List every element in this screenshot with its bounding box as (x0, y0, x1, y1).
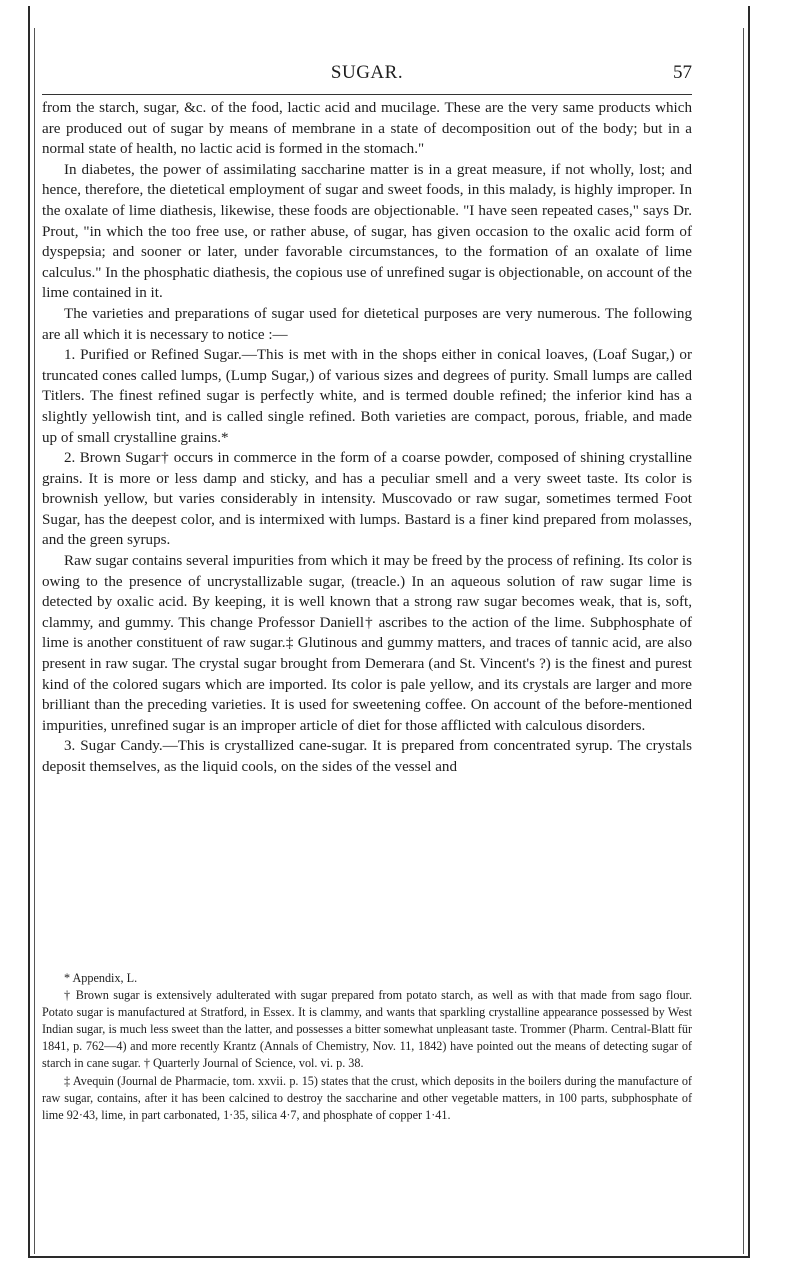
paragraph-refined-sugar: 1. Purified or Refined Sugar.—This is met with in the shops either in conical loaves, (Loaf Sugar,) or truncated cones called lumps, (Lump Sugar,) of various sizes and degrees of purity. Small lumps are called Titlers. The finest refined sugar is perfectly white, and is termed double refined; the inferior kind has a slightly yellowish tint, and is called single refined. Both varieties are compact, porous, friable, and made up of small crystalline grains.* (42, 347, 692, 446)
paragraph-sugar-candy: 3. Sugar Candy.—This is crystallized cane-sugar. It is prepared from concentrated syrup. The crystals deposit themselves, as the liquid cools, on the sides of the vessel and (42, 738, 692, 775)
footnote-appendix: * Appendix, L. (64, 971, 138, 985)
paragraph-diabetes: In diabetes, the power of assimilating saccharine matter is in a great measure, if not wholly, lost; and hence, therefore, the dietetical employment of sugar and sweet foods, in this malady, is highly improper. In the oxalate of lime diathesis, likewise, these foods are objectionable. "I have seen repeated cases," says Dr. Prout, "in which the too free use, or rather abuse, of sugar, has given occasion to the oxalic acid form of dyspepsia; and sooner or later, under favorable circumstances, to the formation of an oxalate of lime calculus." In the phosphatic diathesis, the copious use of unrefined sugar is objectionable, on account of the lime contained in it. (42, 161, 692, 302)
paragraph-continuation: from the starch, sugar, &c. of the food, lactic acid and mucilage. These are the very same products which are produced out of sugar by means of membrane in a state of decomposition out of the body; but in a normal state of health, no lactic acid is formed in the stomach." (42, 100, 692, 158)
header-rule (42, 94, 692, 95)
page-number: 57 (673, 62, 692, 83)
running-title: SUGAR. (330, 62, 404, 83)
running-header (42, 62, 692, 88)
body-text (42, 98, 692, 778)
footnotes (42, 970, 692, 1124)
paragraph-varieties: The varieties and preparations of sugar used for dietetical purposes are very numerous. The following are all which it is necessary to notice :— (42, 305, 692, 343)
paragraph-brown-sugar: 2. Brown Sugar† occurs in commerce in the form of a coarse powder, composed of shining crystalline grains. It is more or less damp and sticky, and has a peculiar smell and a very sweet taste. Its color is brownish yellow, but varies considerably in intensity. Muscovado or raw sugar, sometimes termed Foot Sugar, has the deepest color, and is intermixed with lumps. Bastard is a finer kind prepared from molasses, and the green syrups. (42, 450, 692, 549)
footnote-brown-sugar: † Brown sugar is extensively adulterated with sugar prepared from potato starch, as well as with that made from sago flour. Potato sugar is manufactured at Stratford, in Essex. It is clammy, and wants that sparkling crystalline appearance possessed by West Indian sugar, is much less sweet than the latter, and possesses a bitter somewhat unpleasant taste. Trommer (Pharm. Central-Blatt für 1841, p. 762—4) and more recently Krantz (Annals of Chemistry, Nov. 11, 1842) have pointed out the means of detecting sugar of starch in cane sugar. † Quarterly Journal of Science, vol. vi. p. 38. (42, 988, 692, 1071)
footnote-avequin: ‡ Avequin (Journal de Pharmacie, tom. xxvii. p. 15) states that the crust, which deposits in the boilers during the manufacture of raw sugar, contains, after it has been calcined to destroy the saccharine and other vegetable matters, in 100 parts, subphosphate of lime 92·43, lime, in part carbonated, 1·35, silica 4·7, and phosphate of copper 1·41. (42, 1073, 692, 1122)
paragraph-raw-sugar: Raw sugar contains several impurities from which it may be freed by the process of refining. Its color is owing to the presence of uncrystallizable sugar, (treacle.) In an aqueous solution of raw sugar lime is detected by oxalic acid. By keeping, it is well known that a strong raw sugar becomes weak, that is, soft, clammy, and gummy. This change Professor Daniell† ascribes to the action of the lime. Subphosphate of lime is another constituent of raw sugar.‡ Glutinous and gummy matters, and traces of tannic acid, are also present in raw sugar. The crystal sugar brought from Demerara (and St. Vincent's ?) is the finest and purest kind of the colored sugars which are imported. Its color is pale yellow, and its crystals are larger and more brilliant than the preceding varieties. It is used for sweetening coffee. On account of the before-mentioned impurities, unrefined sugar is an improper article of diet for those afflicted with calculous disorders. (42, 553, 692, 734)
